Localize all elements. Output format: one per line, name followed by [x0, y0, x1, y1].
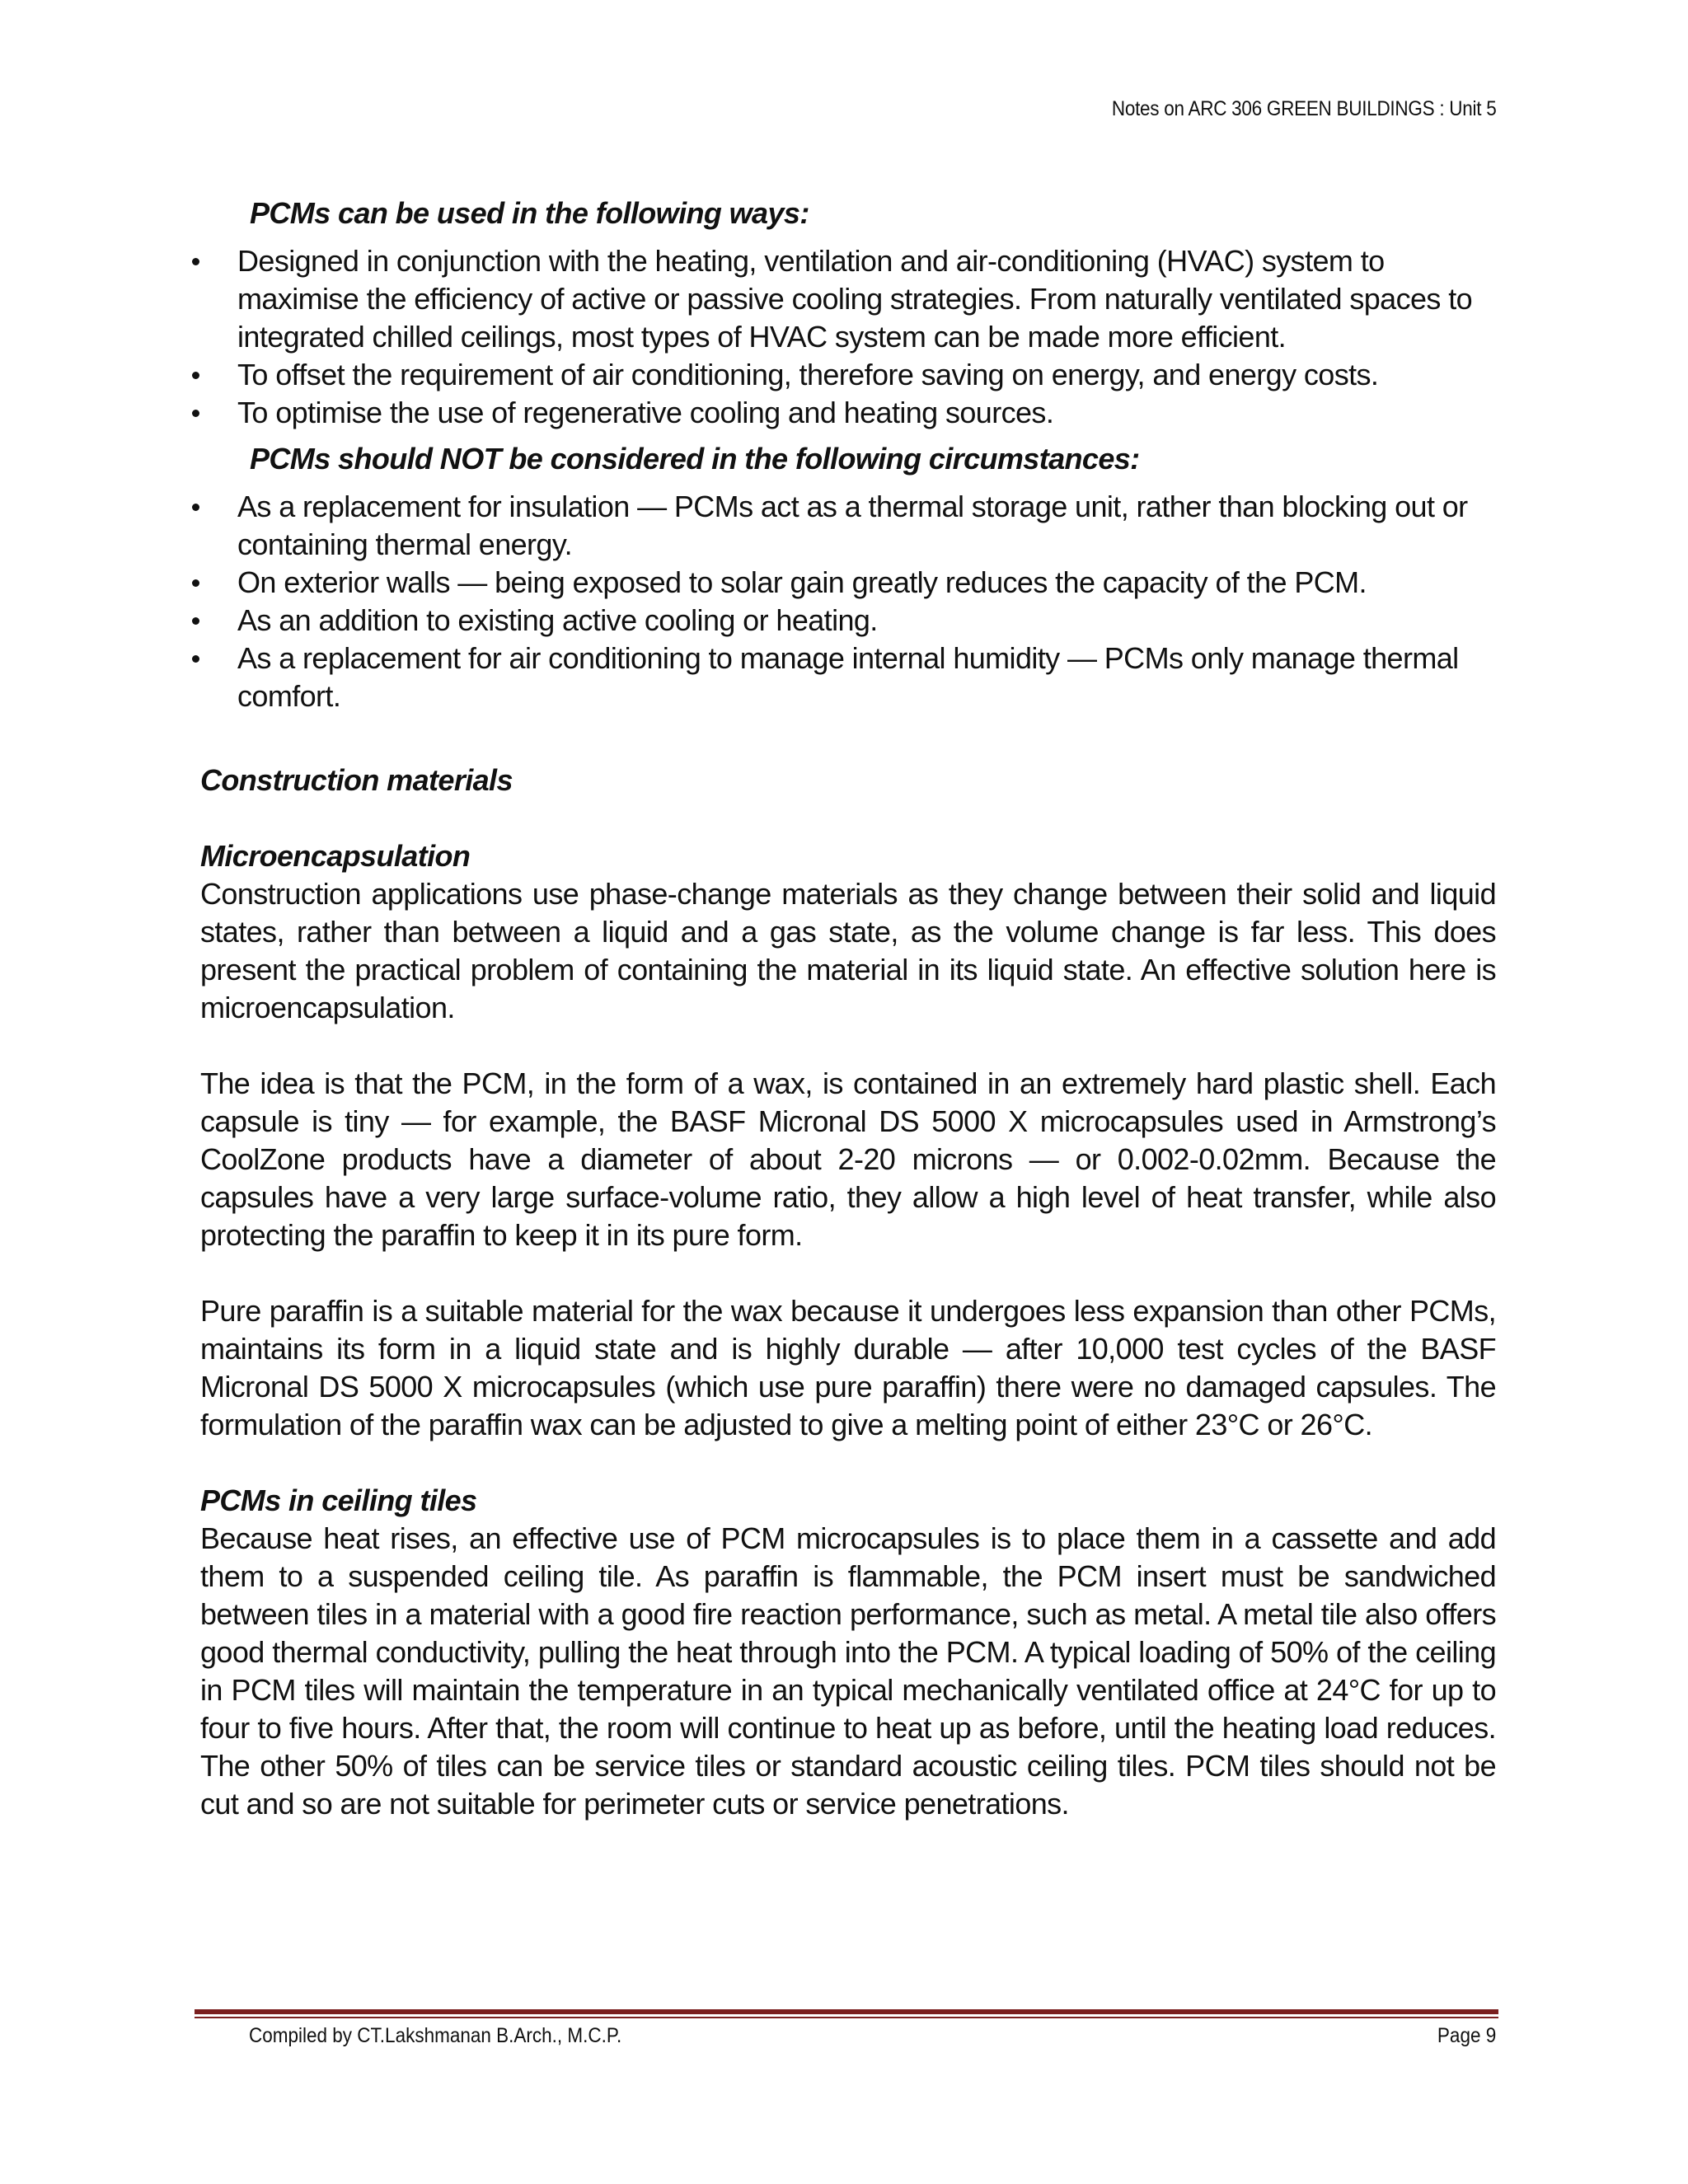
list-item: To optimise the use of regenerative cooling and heating sources. [200, 394, 1496, 432]
list-item: Designed in conjunction with the heating, ventilation and air-conditioning (HVAC) system to maximise the efficiency of active or passive cooling strategies. From naturally ventilated spaces to integrated chilled ceilings, most types of HVAC system can be made more efficient. [200, 242, 1496, 356]
ways-list [200, 242, 1496, 432]
list-item: As a replacement for insulation — PCMs act as a thermal storage unit, rather than blocking out or containing thermal energy. [200, 488, 1496, 564]
bullet-icon [192, 504, 199, 511]
page-header: Notes on ARC 306 GREEN BUILDINGS : Unit 5 [1111, 97, 1496, 120]
bullet-icon [192, 579, 199, 587]
bullet-icon [192, 372, 199, 379]
list-item: To offset the requirement of air conditioning, therefore saving on energy, and energy costs. [200, 356, 1496, 394]
microencapsulation-paragraph-1: Construction applications use phase-change materials as they change between their solid and liquid states, rather than between a liquid and a gas state, as the volume change is far less. This does present the practical problem of containing the material in its liquid state. An effective solution here is microencapsulation. [200, 877, 1496, 1024]
not-considered-heading: PCMs should NOT be considered in the following circumstances: [250, 442, 1140, 476]
page-content [200, 194, 1496, 1823]
microencapsulation-heading: Microencapsulation [200, 839, 471, 873]
bullet-icon [192, 655, 199, 663]
footer-author: Compiled by CT.Lakshmanan B.Arch., M.C.P. [249, 2024, 622, 2047]
construction-heading: Construction materials [200, 763, 513, 797]
page-number: Page 9 [1437, 2024, 1496, 2047]
list-item: As a replacement for air conditioning to manage internal humidity — PCMs only manage thermal comfort. [200, 640, 1496, 715]
microencapsulation-paragraph-3: Pure paraffin is a suitable material for the wax because it undergoes less expansion than other PCMs, maintains its form in a liquid state and is highly durable — after 10,000 test cycles of the BASF Micronal DS 5000 X microcapsules (which use pure paraffin) there were no damaged capsules. The formulation of the paraffin wax can be adjusted to give a melting point of either 23°C or 26°C. [200, 1294, 1496, 1441]
list-item: On exterior walls — being exposed to solar gain greatly reduces the capacity of the PCM. [200, 564, 1496, 602]
list-item: As an addition to existing active cooling or heating. [200, 602, 1496, 640]
footer-rule-thin [195, 2017, 1498, 2018]
footer-rule [195, 2009, 1498, 2018]
ceiling-tiles-heading: PCMs in ceiling tiles [200, 1483, 477, 1517]
microencapsulation-paragraph-2: The idea is that the PCM, in the form of a wax, is contained in an extremely hard plastic shell. Each capsule is tiny — for example, the BASF Micronal DS 5000 X microcapsules used in Armstrong’s CoolZone products have a diameter of about 2-20 microns — or 0.002-0.02mm. Because the capsules have a very large surface-volume ratio, they allow a high level of heat transfer, while also protecting the paraffin to keep it in its pure form. [200, 1066, 1496, 1252]
bullet-icon [192, 258, 199, 265]
not-considered-list [200, 488, 1496, 715]
ways-heading: PCMs can be used in the following ways: [250, 196, 809, 230]
ceiling-tiles-paragraph: Because heat rises, an effective use of PCM microcapsules is to place them in a cassette and add them to a suspended ceiling tile. As paraffin is flammable, the PCM insert must be sandwiched between tiles in a material with a good fire reaction performance, such as metal. A metal tile also offers good thermal conductivity, pulling the heat through into the PCM. A typical loading of 50% of the ceiling in PCM tiles will maintain the temperature in an typical mechanically ventilated office at 24°C for up to four to five hours. After that, the room will continue to heat up as before, until the heating load reduces. The other 50% of tiles can be service tiles or standard acoustic ceiling tiles. PCM tiles should not be cut and so are not suitable for perimeter cuts or service penetrations. [200, 1521, 1496, 1821]
footer-rule-thick [195, 2009, 1498, 2014]
bullet-icon [192, 617, 199, 625]
bullet-icon [192, 410, 199, 417]
